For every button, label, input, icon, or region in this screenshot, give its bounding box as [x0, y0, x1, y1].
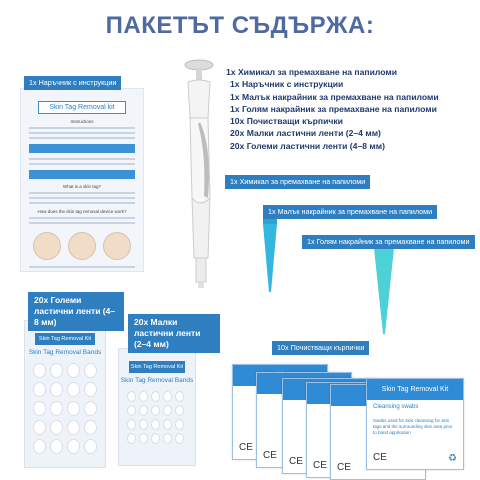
label-large-bands: 20x Големи ластични ленти (4–8 мм): [28, 292, 124, 331]
small-bands-card: [118, 348, 196, 466]
manual-section-how: How does the skin tag removal device work?: [37, 209, 127, 214]
contents-item: 1x Наръчник с инструкции: [230, 79, 344, 90]
manual-header: Skin Tag Removal kit: [38, 101, 126, 114]
wipe-title: Cleansing swabs: [373, 404, 419, 410]
wipe-text: Swabs used for skin cleansing for skin tags and the surrounding skin area prior to band application: [373, 418, 453, 435]
contents-item: 1x Химикал за премахване на папиломи: [226, 67, 397, 77]
label-small-bands: 20x Малки ластични ленти (2–4 мм): [128, 314, 220, 353]
wipe-packet-front: [366, 378, 464, 470]
contents-item: 1x Голям накрайник за премахване на папиломи: [230, 103, 437, 114]
wipe-packet: CE: [256, 372, 352, 468]
contents-item: 20x Малки ластични ленти (2–4 мм): [230, 128, 381, 139]
label-manual: 1x Наръчник с инструкции: [24, 76, 121, 90]
instruction-manual-image: [20, 88, 144, 272]
label-wipes: 10x Почистващи кърпички: [272, 341, 369, 355]
page-title: ПАКЕТЪТ СЪДЪРЖА:: [105, 12, 375, 39]
ce-mark: CE: [373, 452, 387, 463]
manual-section-instructions: Instructions: [70, 119, 94, 124]
large-bands-card: [24, 320, 106, 468]
wipe-packet: CE: [282, 378, 378, 474]
wipe-packet: CE: [330, 384, 426, 480]
small-bands-header: Skin Tag Removal Kit: [129, 361, 185, 373]
contents-item: 1x Малък накрайник за премахване на папиломи: [230, 91, 439, 102]
manual-illustrations: [29, 232, 135, 260]
label-large-tip: 1x Голям накрайник за премахване на папиломи: [302, 235, 475, 249]
label-small-tip: 1x Малък накрайник за премахване на папиломи: [263, 205, 437, 219]
contents-item: 20x Големи ластични ленти (4–8 мм): [230, 140, 385, 151]
contents-list: [226, 66, 439, 152]
small-tip-image: [262, 216, 278, 296]
large-bands-header: Skin Tag Removal Kit: [35, 333, 95, 345]
label-pen: 1x Химикал за премахване на папиломи: [225, 175, 370, 189]
recycle-icon: ♻: [448, 453, 457, 464]
small-bands-title: Skin Tag Removal Bands: [120, 377, 194, 384]
large-tip-image: [373, 238, 395, 336]
wipe-packet: CE: [306, 382, 402, 478]
wipe-header: Skin Tag Removal Kit: [367, 379, 463, 400]
skin-tag-pen-image: [178, 58, 238, 288]
wipe-packet: CE: [232, 364, 328, 460]
manual-section-what: What is a skin tag?: [62, 184, 102, 189]
large-bands-title: Skin Tag Removal Bands: [28, 349, 102, 356]
contents-item: 10x Почистващи кърпички: [230, 116, 343, 127]
